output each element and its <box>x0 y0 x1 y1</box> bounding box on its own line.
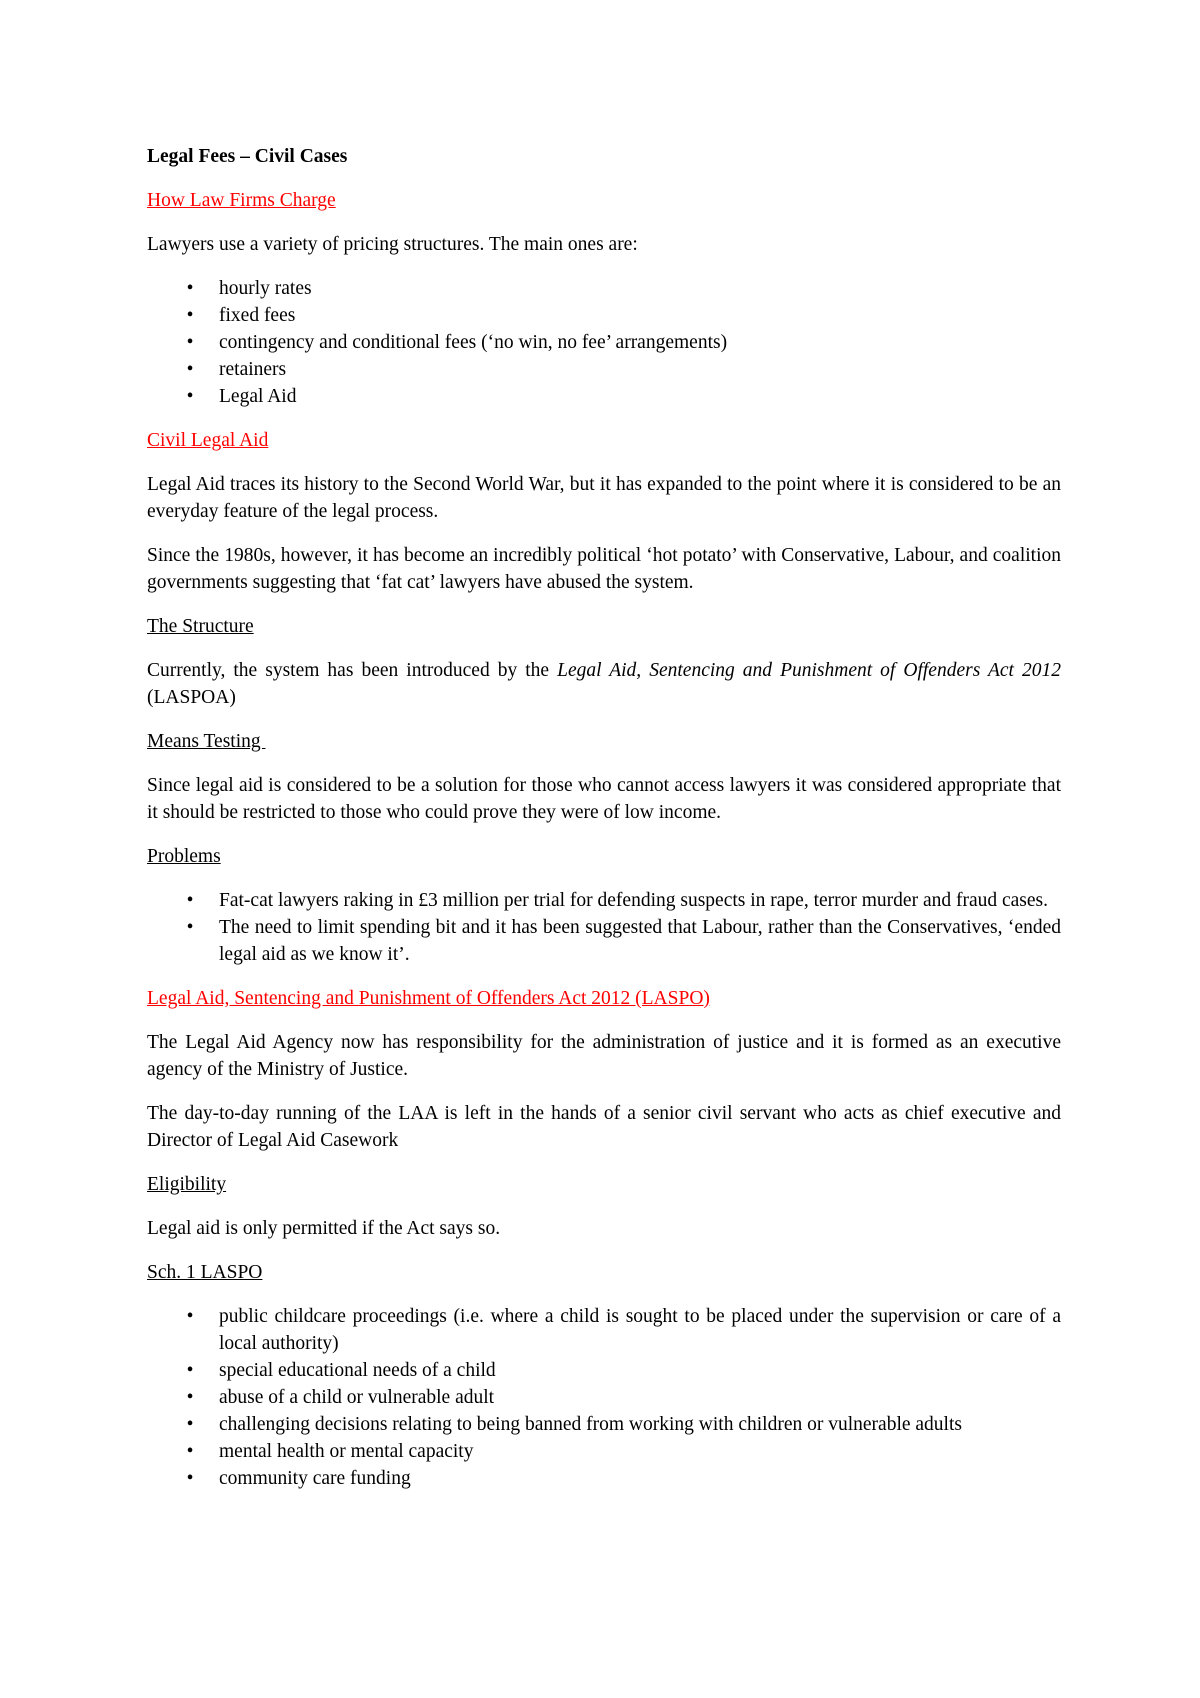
list-item: • mental health or mental capacity <box>147 1438 1061 1465</box>
eligibility-paragraph: Legal aid is only permitted if the Act says so. <box>147 1218 501 1239</box>
bullet-icon: • <box>186 1414 194 1435</box>
heading-the-structure: The Structure <box>147 616 254 637</box>
civil-legal-aid-paragraph-2: Since the 1980s, however, it has become an incredibly political ‘hot potato’ with Conservative, Labour, and coalition governments suggesting that ‘fat cat’ lawyers have abused the system. <box>147 545 1061 593</box>
document-page <box>147 143 1061 1509</box>
structure-paragraph: Currently, the system has been introduced by the Legal Aid, Sentencing and Punishment of Offenders Act 2012 (LASPOA) <box>147 660 1061 708</box>
bullet-icon: • <box>186 1468 194 1489</box>
how-charge-intro: Lawyers use a variety of pricing structures. The main ones are: <box>147 234 638 255</box>
bullet-icon: • <box>186 332 194 353</box>
list-item: • Legal Aid <box>147 383 1061 410</box>
bullet-icon: • <box>186 1360 194 1381</box>
list-item: • special educational needs of a child <box>147 1357 1061 1384</box>
bullet-icon: • <box>186 305 194 326</box>
list-item: • abuse of a child or vulnerable adult <box>147 1384 1061 1411</box>
heading-eligibility: Eligibility <box>147 1174 227 1195</box>
bullet-icon: • <box>186 1387 194 1408</box>
heading-civil-legal-aid: Civil Legal Aid <box>147 430 269 451</box>
list-item: • community care funding <box>147 1465 1061 1492</box>
bullet-icon: • <box>186 1441 194 1462</box>
bullet-icon: • <box>186 386 194 407</box>
pricing-structures-list <box>147 275 1061 410</box>
civil-legal-aid-paragraph-1: Legal Aid traces its history to the Second World War, but it has expanded to the point where it is considered to be an everyday feature of the legal process. <box>147 474 1061 522</box>
bullet-icon: • <box>186 278 194 299</box>
bullet-icon: • <box>186 917 194 938</box>
list-item: • retainers <box>147 356 1061 383</box>
list-item: • Fat-cat lawyers raking in £3 million per trial for defending suspects in rape, terror murder and fraud cases. <box>147 887 1061 914</box>
heading-means-testing: Means Testing <box>147 731 266 752</box>
act-title-italic: Legal Aid, Sentencing and Punishment of Offenders Act 2012 <box>557 660 1061 681</box>
laspo-paragraph-1: The Legal Aid Agency now has responsibility for the administration of justice and it is formed as an executive agency of the Ministry of Justice. <box>147 1032 1061 1080</box>
problems-list <box>147 887 1061 968</box>
bullet-icon: • <box>186 1306 194 1327</box>
heading-laspo-act: Legal Aid, Sentencing and Punishment of Offenders Act 2012 (LASPO) <box>147 988 710 1009</box>
heading-problems: Problems <box>147 846 221 867</box>
heading-how-law-firms-charge: How Law Firms Charge <box>147 190 336 211</box>
list-item: • The need to limit spending bit and it has been suggested that Labour, rather than the Conservatives, ‘ended legal aid as we know it’. <box>147 914 1061 968</box>
list-item: • public childcare proceedings (i.e. where a child is sought to be placed under the supervision or care of a local authority) <box>147 1303 1061 1357</box>
bullet-icon: • <box>186 359 194 380</box>
list-item: • hourly rates <box>147 275 1061 302</box>
bullet-icon: • <box>186 890 194 911</box>
document-title: Legal Fees – Civil Cases <box>147 146 348 167</box>
laspo-paragraph-2: The day-to-day running of the LAA is left in the hands of a senior civil servant who acts as chief executive and Director of Legal Aid Casework <box>147 1103 1061 1151</box>
list-item: • contingency and conditional fees (‘no win, no fee’ arrangements) <box>147 329 1061 356</box>
list-item: • challenging decisions relating to being banned from working with children or vulnerable adults <box>147 1411 1061 1438</box>
heading-sch-1-laspo: Sch. 1 LASPO <box>147 1262 263 1283</box>
list-item: • fixed fees <box>147 302 1061 329</box>
sch1-list <box>147 1303 1061 1492</box>
means-testing-paragraph: Since legal aid is considered to be a solution for those who cannot access lawyers it was considered appropriate that it should be restricted to those who could prove they were of low income. <box>147 775 1061 823</box>
